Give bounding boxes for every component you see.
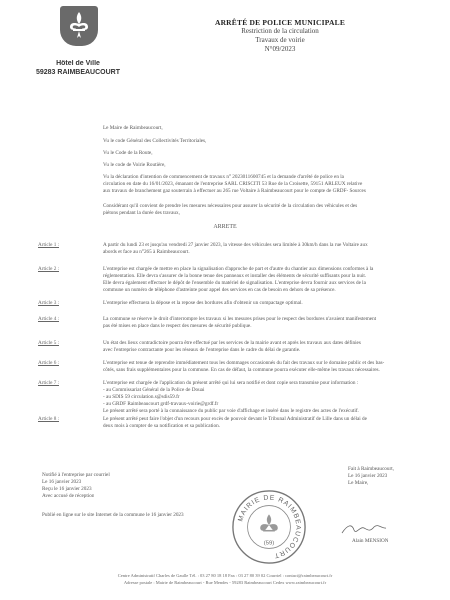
- arrete-title: ARRÊTÉ DE POLICE MUNICIPALE: [214, 18, 346, 27]
- fleur-de-lis-crest-icon: [60, 6, 98, 46]
- article-label: Article 6 :: [38, 360, 60, 366]
- article-text-line: abords et face au n°265 à Raimbeaucourt.: [103, 249, 190, 255]
- fait-a-line: Fait à Raimbeaucourt,: [348, 466, 394, 472]
- postal-line: 59283 RAIMBEAUCOURT: [35, 69, 121, 76]
- article-label: Article 3 :: [38, 300, 60, 306]
- preamble-vu-2: Vu le Code de la Route,: [103, 150, 153, 156]
- article-label: Article 4 :: [38, 316, 60, 322]
- arrete-subtitle-1: Restriction de la circulation: [241, 27, 319, 35]
- published-line: Publié en ligne sur le site Internet de la commune le 16 janvier 2023: [42, 512, 184, 518]
- article-text-line: avec l'entreprise contractante pour les réseaux de l'entreprise dans le cadre du délai de garantie.: [103, 347, 301, 353]
- acknowledged-line: Avec accusé de réception: [42, 493, 95, 499]
- handwritten-signature: [340, 522, 388, 536]
- arrete-heading: ARRÊTE: [213, 224, 237, 230]
- article-text-line: deux mois à compter de sa notification et sa publication.: [103, 423, 220, 429]
- preamble-considerant-line-2: piétons pendant la durée des travaux,: [103, 210, 180, 216]
- article-text-line: L'entreprise est chargée de mettre en place la signalisation d'approche de part et d'autre du chantier aux dimensions conformes à la: [103, 266, 374, 272]
- article-text-line: A partir du lundi 23 et jusqu'au vendredi 27 janvier 2023, la vitesse des véhicules sera limitée à 30km/h dans la rue Voltaire aux: [103, 242, 368, 248]
- arrete-number: N°09/2023: [264, 45, 296, 53]
- article-text-line: - au GRDF Raimbeaucourt grdf-travaux-voirie@grdf.fr: [103, 401, 219, 407]
- mayor-name: Alain MENSION: [352, 538, 389, 544]
- preamble-vu-1: Vu le code Général des Collectivités Territoriales,: [103, 138, 207, 144]
- article-text-line: Le présent arrêté peut faire l'objet d'un recours pour excès de pouvoir devant le Tribunal Administratif de Lille dans un délai de: [103, 416, 367, 422]
- arrete-header: [210, 18, 350, 54]
- article-label: Article 5 :: [38, 340, 60, 346]
- svg-text:MAIRIE DE RAIMBEAUCOURT: MAIRIE DE RAIMBEAUCOURT: [237, 494, 302, 559]
- article-text-line: pas été mises en place dans le respect des mesures de sécurité publique.: [103, 323, 252, 329]
- article-label: Article 8 :: [38, 416, 60, 422]
- svg-text:(59): (59): [263, 540, 275, 547]
- article-text-line: L'entreprise est tenue de reprendre immédiatement tous les dommages occasionnés du fait des travaux sur le domaine public et des bas-: [103, 360, 385, 366]
- preamble-considerant-line-1: Considérant qu'il convient de prendre les mesures nécessaires pour assurer la sécurité de la circulation des véhicules et des: [103, 203, 358, 209]
- article-text-line: Le présent arrêté sera porté à la connaissance du public par voie d'affichage et inséré dans le registre des actes de l'exécutif.: [103, 408, 359, 414]
- article-text-line: côtés, sans frais supplémentaires pour la commune. En cas de défaut, la commune pourra exécuter elle-même les travaux nécessaires.: [103, 367, 380, 373]
- article-text-line: réglementation. Elle devra s'assurer de la bonne tenue des panneaux et installer des éléments de sécurité suffisants pour la nuit.: [103, 273, 367, 279]
- article-text-line: L'entreprise est chargée de l'application du présent arrêté qui lui sera notifié et dont copie sera transmise pour information :: [103, 380, 359, 386]
- article-text-line: Un état des lieux contradictoire pourra être effectué par les services de la mairie avant et après les travaux aux dates définies: [103, 340, 361, 346]
- mayor-role: Le Maire,: [348, 480, 369, 486]
- preamble-vu-4-line-1: Vu la déclaration d'intention de commencement de travaux n° 2023011600745 et la demande d'arrêté de police en la: [103, 174, 344, 180]
- arrete-subtitle-2: Travaux de voirie: [255, 36, 305, 44]
- article-text-line: Elle devra également effectuer le dépôt de l'ensemble du matériel de signalisation. L'entreprise devra fournir aux services de la: [103, 280, 366, 286]
- preamble-maire: Le Maire de Raimbeaucourt,: [103, 125, 163, 131]
- preamble-vu-3: Vu le code de Voirie Routière,: [103, 162, 166, 168]
- notified-date: Le 16 janvier 2023: [42, 479, 82, 485]
- acknowledged-date: Reçu le 16 janvier 2023: [42, 486, 92, 492]
- article-text-line: - au Commissariat Général de la Police de Douai: [103, 387, 205, 393]
- article-label: Article 1 :: [38, 242, 60, 248]
- signature-date: Le 16 janvier 2023: [348, 473, 388, 479]
- article-label: Article 7 :: [38, 380, 60, 386]
- mairie-seal-stamp: [230, 488, 308, 566]
- article-text-line: L'entreprise effectuera la dépose et la repose des bordures afin d'obtenir un compactage optimal.: [103, 300, 303, 306]
- preamble-vu-4-line-3: aux travaux de branchement gaz souterrain à effectuer au 265 rue Voltaire à Raimbeaucourt pour le compte de GRDF- Sources: [103, 188, 366, 194]
- article-text-line: commune un numéro de téléphone d'astreinte pour appel des services en cas de besoin en dehors de sa présence.: [103, 287, 336, 293]
- article-label: Article 2 :: [38, 266, 60, 272]
- page-footer-line-2: Adresse postale : Mairie de Raimbeaucourt - Rue Mendes - 59283 Raimbeaucourt Cedex www.raimbeaucourt.fr: [123, 580, 327, 585]
- article-text-line: La commune se réserve le droit d'interrompre les travaux si les mesures prises pour le respect des bordures n'avaient manifestement: [103, 316, 377, 322]
- page-footer-line-1: Centre Administratif Charles de Gaulle Tél. : 03 27 80 18 18 Fax : 03 27 80 39 02 Courriel : contact@raimbeaucourt.fr: [117, 573, 333, 578]
- article-text-line: - au SDIS 59 circulation.s@sdis59.fr: [103, 394, 180, 400]
- preamble-vu-4-line-2: circulation en date du 16/01/2023, émanant de l'entreprise SARL CRISCITI 53 Rue de la Croisette, 59151 ARLEUX relative: [103, 181, 363, 187]
- town-hall-line: Hôtel de Ville: [56, 60, 100, 67]
- notified-line: Notifié à l'entreprise par courriel: [42, 472, 110, 478]
